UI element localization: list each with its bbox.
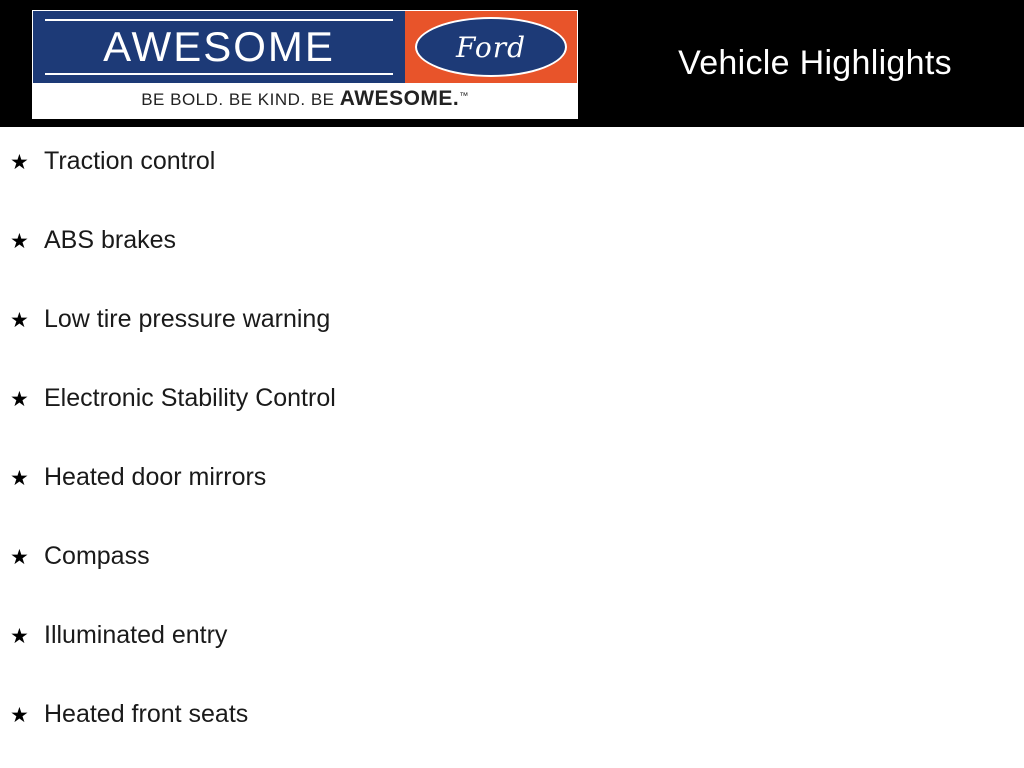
- list-item: [0, 307, 1024, 386]
- page-title: Vehicle Highlights: [678, 44, 952, 82]
- star-icon: ★: [10, 467, 29, 490]
- star-icon: ★: [10, 704, 29, 727]
- list-item: [0, 702, 1024, 768]
- logo-top-row: [33, 11, 577, 83]
- logo-awesome-word: AWESOME: [103, 23, 335, 70]
- tagline-trademark: ™: [459, 89, 469, 100]
- highlight-label: ABS brakes: [44, 226, 177, 254]
- tagline-period: .: [452, 86, 460, 110]
- star-icon: ★: [10, 388, 29, 411]
- highlight-label: Illuminated entry: [44, 621, 228, 649]
- logo-tagline: [141, 87, 469, 111]
- logo-awesome-panel: [33, 11, 405, 83]
- star-icon: ★: [10, 546, 29, 569]
- ford-oval-icon: [415, 17, 567, 77]
- logo-rule-top: [45, 19, 393, 21]
- highlight-label: Heated front seats: [44, 700, 249, 728]
- list-item: [0, 149, 1024, 228]
- highlight-label: Compass: [44, 542, 150, 570]
- list-item: [0, 544, 1024, 623]
- dealer-logo: [32, 10, 578, 119]
- logo-ford-panel: [405, 11, 577, 83]
- highlight-label: Traction control: [44, 147, 216, 175]
- highlight-label: Low tire pressure warning: [44, 305, 331, 333]
- star-icon: ★: [10, 309, 29, 332]
- list-item: [0, 228, 1024, 307]
- highlight-label: Heated door mirrors: [44, 463, 267, 491]
- ford-script-text: Ford: [455, 30, 527, 64]
- slide-header: [0, 0, 1024, 127]
- vehicle-highlights-list: [0, 127, 1024, 768]
- star-icon: ★: [10, 151, 29, 174]
- logo-tagline-row: [33, 83, 577, 118]
- highlight-label: Electronic Stability Control: [44, 384, 336, 412]
- star-icon: ★: [10, 230, 29, 253]
- list-item: [0, 623, 1024, 702]
- tagline-prefix: BE BOLD. BE KIND. BE: [141, 89, 340, 109]
- logo-rule-bottom: [45, 73, 393, 75]
- star-icon: ★: [10, 625, 29, 648]
- tagline-strong: AWESOME: [339, 86, 453, 110]
- list-item: [0, 386, 1024, 465]
- list-item: [0, 465, 1024, 544]
